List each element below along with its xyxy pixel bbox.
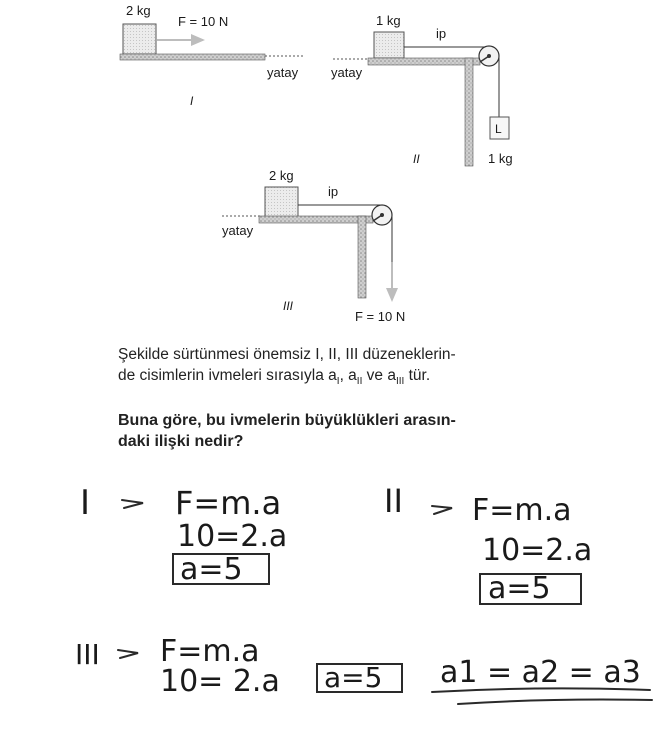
question-prompt-line-1: Buna göre, bu ivmelerin büyüklükleri arasın- [118,412,456,430]
diagrams [0,0,672,330]
solution-I [80,483,287,587]
surface-label: yatay [222,223,254,238]
block-1kg [374,32,404,58]
conclusion: a1 = a2 = a3 [440,655,641,690]
question-prompt-line-2: daki ilişki nedir? [118,433,244,451]
eq2-III: 10= 2.a [160,664,280,699]
conclusion-underline-2 [458,700,652,705]
hanging-label: L [495,122,502,136]
mass-label: 2 kg [126,3,151,18]
roman-label: I [190,94,194,108]
question-line-1: Şekilde sürtünmesi önemsiz I, II, III düzeneklerin- [118,346,456,363]
force-label: F = 10 N [178,14,229,29]
arrow-II [432,506,452,514]
string-label: ip [328,184,339,199]
diagram-1 [120,3,305,108]
arrow-I [122,500,143,508]
result-II: a=5 [488,571,551,606]
block-2kg [123,24,156,54]
solution-II [384,482,592,606]
surface-label: yatay [331,65,363,80]
eq2-II: 10=2.a [482,533,593,568]
wall [358,216,366,298]
surface [259,216,373,223]
label-II: II [384,482,403,520]
string-label: ip [436,26,447,41]
block-2kg [265,187,298,217]
eq1-II: F=m.a [472,493,572,528]
surface [368,58,480,65]
result-III: a=5 [324,661,383,694]
result-I: a=5 [180,552,243,587]
mass-hanging-label: 1 kg [488,151,513,166]
solution-III [75,634,382,699]
label-III: III [75,638,100,671]
force-label: F = 10 N [355,309,406,324]
eq1-I: F=m.a [175,484,282,522]
eq1-III: F=m.a [160,634,260,669]
mass-top-label: 1 kg [376,13,401,28]
question-text [118,344,558,452]
roman-label: II [413,152,420,166]
surface-label: yatay [267,65,299,80]
label-I: I [80,483,91,523]
surface [120,54,265,60]
question-line-2: de cisimlerin ivmeleri sırasıyla $a_I$, $a_{II}$ ve $a_{III}$ tür. [118,367,431,388]
roman-label: III [283,299,294,313]
eq2-I: 10=2.a [177,519,288,554]
wall [465,58,473,166]
diagram-2 [331,13,513,166]
diagram-3 [222,168,405,324]
mass-label: 2 kg [269,168,294,183]
arrow-III [118,650,138,658]
handwritten-solution [0,470,672,735]
